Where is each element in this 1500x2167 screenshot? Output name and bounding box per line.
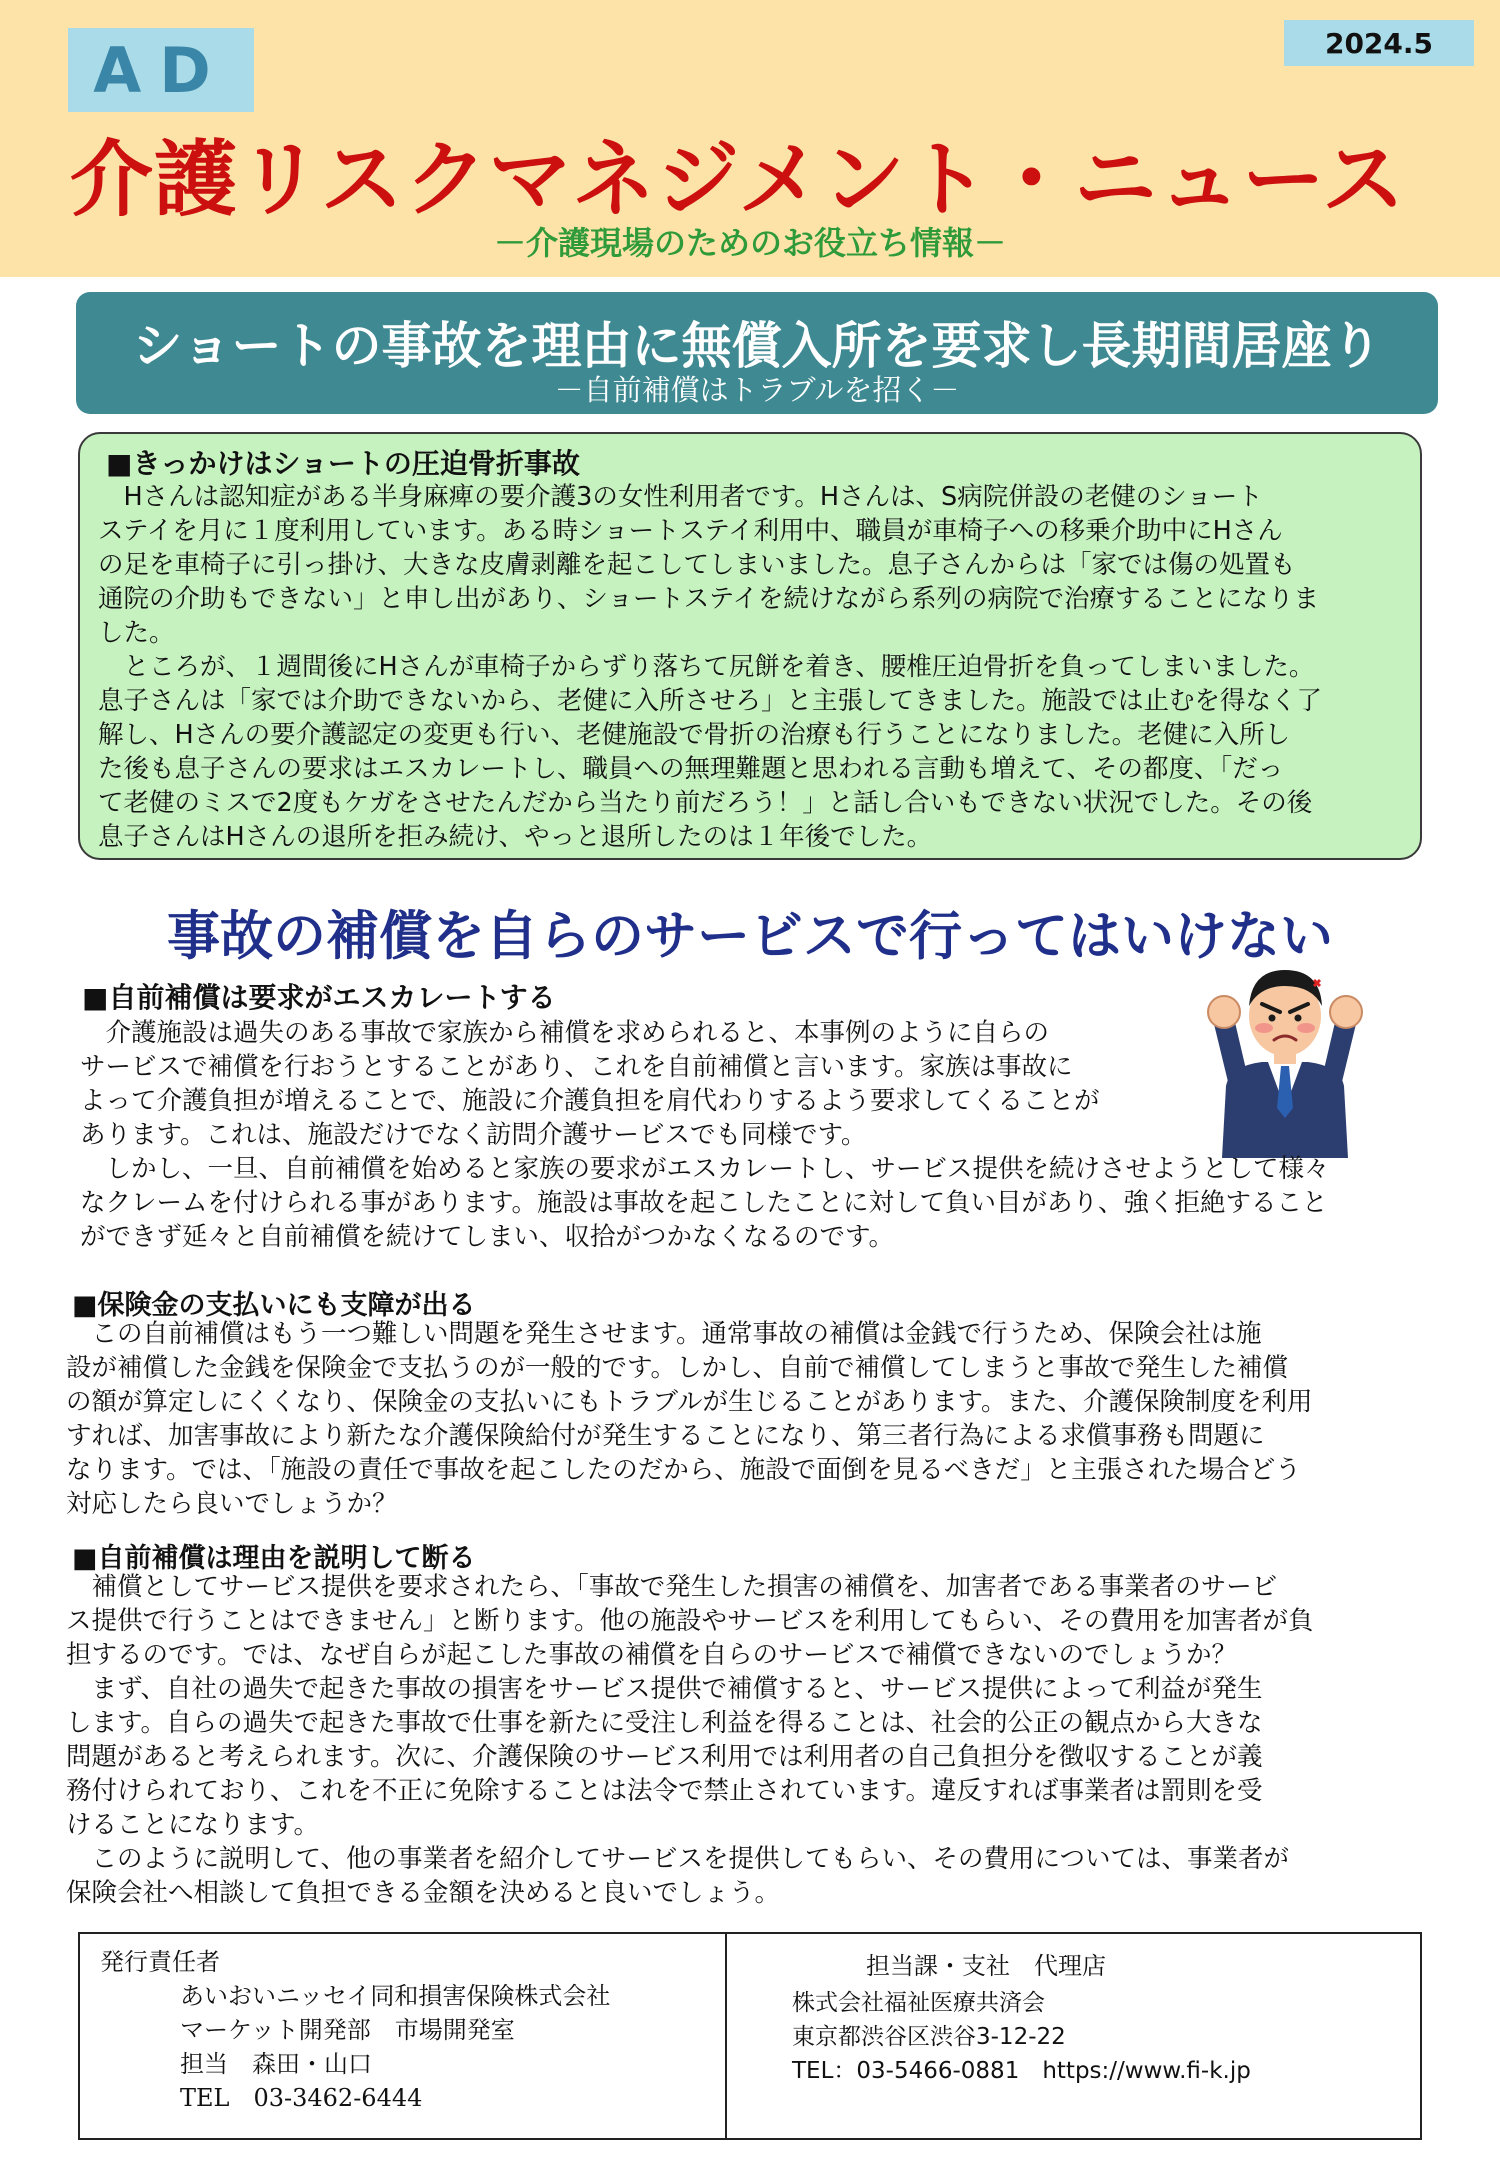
publisher-company: あいおいニッセイ同和損害保険株式会社 bbox=[180, 1982, 611, 2010]
header-band bbox=[0, 0, 1500, 277]
section-heading-insurance: ■保険金の支払いにも支障が出る bbox=[72, 1290, 476, 1321]
newsletter-title: 介護リスクマネジメント・ニュース bbox=[70, 131, 1406, 228]
publisher-label: 発行責任者 bbox=[100, 1948, 220, 1976]
ad-badge bbox=[68, 28, 254, 112]
section-body-refuse: 補償としてサービス提供を要求されたら、「事故で発生した損害の補償を、加害者である事業者のサービ ス提供で行うことはできません」と断ります。他の施設やサービスを利用してもらい、その費用を加害者が負 担するのです。では、なぜ自らが起こした事故の補償を自らのサービスで補償できないのでしょうか？ まず、自社の過失で起きた事故の損害をサービス提供で補償すると、サービス提供によって利益が発生 します。自らの過失で起きた事故で仕事を新たに受注し利益を得ることは、社会的公正の観点から大きな 問題があると考えられます。次に、介護保険のサービス利用では利用者の自己負担分を徴収することが義 務付けられており、これを不正に免除することは法令で禁止されています。違反すれば事業者は罰則を受 けることになります。 このように説明して、他の事業者を紹介してサービスを提供してもらい、その費用については、事業者が 保険会社へ相談して負担できる金額を決めると良いでしょう。 bbox=[66, 1572, 1314, 1908]
ad-label: AD bbox=[93, 33, 229, 107]
section-heading-refuse: ■自前補償は理由を説明して断る bbox=[72, 1543, 476, 1574]
agency-label: 担当課・支社 代理店 bbox=[866, 1952, 1106, 1980]
section-body-escalation-a: 介護施設は過失のある事故で家族から補償を求められると、本事例のように自らの サービスで補償を行おうとすることがあり、これを自前補償と言います。家族は事故に よって介護負担が増えることで、施設に介護負担を肩代わりするよう要求してくることが あります。これは、施設だけでなく訪問介護サービスでも同様です。 bbox=[80, 1018, 1100, 1150]
publisher-contact: 担当 森田・山口 bbox=[180, 2050, 372, 2078]
section-body-insurance: この自前補償はもう一つ難しい問題を発生させます。通常事故の補償は金銭で行うため、保険会社は施 設が補償した金銭を保険金で支払うのが一般的です。しかし、自前で補償してしまうと事故で発生した補償 の額が算定しにくくなり、保険金の支払いにもトラブルが生じることがあります。また、介護保険制度を利用 すれば、加害事故により新たな介護保険給付が発生することになり、第三者行為による求償事務も問題に なります。では、「施設の責任で事故を起こしたのだから、施設で面倒を見るべきだ」と主張された場合どう 対応したら良いでしょうか？ bbox=[66, 1319, 1313, 1519]
footer-publisher-box bbox=[78, 1932, 1422, 2140]
publisher-tel: TEL 03-3462-6444 bbox=[180, 2084, 423, 2112]
article-subtitle: －自前補償はトラブルを招く－ bbox=[554, 373, 960, 407]
case-heading: ■きっかけはショートの圧迫骨折事故 bbox=[106, 447, 580, 480]
newsletter-subtitle: －介護現場のためのお役立ち情報－ bbox=[493, 224, 1006, 262]
article-title: ショートの事故を理由に無償入所を要求し長期間居座り bbox=[132, 317, 1382, 375]
section-body-escalation-b: しかし、一旦、自前補償を始めると家族の要求がエスカレートし、サービス提供を続けさせようとして様々 なクレームを付けられる事があります。施設は事故を起こしたことに対して負い目があり、強く拒絶すること ができず延々と自前補償を続けてしまい、収拾がつかなくなるのです。 bbox=[80, 1154, 1330, 1252]
publisher-dept: マーケット開発部 市場開発室 bbox=[180, 2016, 515, 2044]
angry-businessman-icon bbox=[1200, 958, 1370, 1158]
agency-tel-url[interactable]: TEL：03-5466-0881 https://www.fi-k.jp bbox=[792, 2058, 1251, 2084]
case-body: Hさんは認知症がある半身麻痺の要介護3の女性利用者です。Hさんは、S病院併設の老健のショート ステイを月に１度利用しています。ある時ショートステイ利用中、職員が車椅子への移乗介助中にHさん の足を車椅子に引っ掛け、大きな皮膚剥離を起こしてしまいました。息子さんからは「家では傷の処置も 通院の介助もできない」と申し出があり、ショートステイを続けながら系列の病院で治療することになりま した。 ところが、１週間後にHさんが車椅子からずり落ちて尻餅を着き、腰椎圧迫骨折を負ってしまいました。 息子さんは「家では介助できないから、老健に入所させろ」と主張してきました。施設では止むを得なく了 解し、Hさんの要介護認定の変更も行い、老健施設で骨折の治療も行うことになりました。老健に入所し た後も息子さんの要求はエスカレートし、職員への無理難題と思われる言動も増えて、その都度、「だっ て老健のミスで2度もケガをさせたんだから当たり前だろう！」と話し合いもできない状況でした。その後 息子さんはHさんの退所を拒み続け、やっと退所したのは１年後でした。 bbox=[98, 482, 1323, 852]
issue-date: 2024.5 bbox=[1284, 20, 1474, 66]
case-box bbox=[78, 432, 1422, 860]
footer-divider bbox=[725, 1934, 727, 2138]
main-heading: 事故の補償を自らのサービスで行ってはいけない bbox=[167, 906, 1333, 967]
article-banner bbox=[76, 292, 1438, 414]
section-heading-escalation: ■自前補償は要求がエスカレートする bbox=[82, 981, 556, 1014]
agency-address: 東京都渋谷区渋谷3-12-22 bbox=[792, 2024, 1066, 2050]
agency-company: 株式会社福祉医療共済会 bbox=[792, 1990, 1045, 2016]
